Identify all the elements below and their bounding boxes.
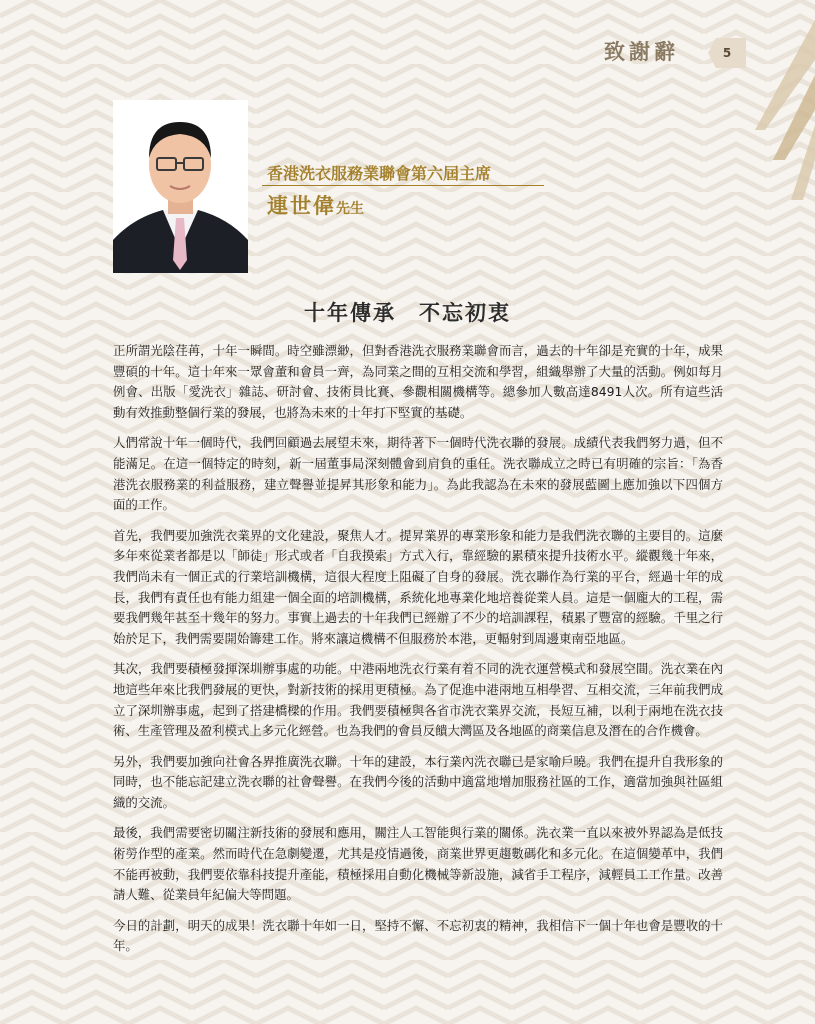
- paragraph-5: 另外，我們要加強向社會各界推廣洗衣聯。十年的建設，本行業內洗衣聯已是家喻戶曉。我們在提升自我形象的同時，也不能忘記建立洗衣聯的社會聲譽。在我們今後的活動中適當地增加服務社區的工作，適當加強與社區組織的交流。: [113, 753, 723, 810]
- article-body: [113, 341, 723, 967]
- name-honorific: 先生: [336, 201, 364, 217]
- paragraph-4: 其次，我們要積極發揮深圳辦事處的功能。中港兩地洗衣行業有着不同的洗衣運營模式和發展空間。洗衣業在內地這些年來比我們發展的更快，對新技術的採用更積極。為了促進中港兩地互相學習、互相交流，三年前我們成立了深圳辦事處，起到了搭建橋樑的作用。我們要積極與各省市洗衣業界交流，長短互補，以利于兩地在洗衣技術、生產管理及盈利模式上多元化經營。也為我們的會員反饋大灣區及各地區的商業信息及潛在的合作機會。: [113, 661, 723, 739]
- paragraph-7: 今日的計劃，明天的成果！洗衣聯十年如一日，堅持不懈、不忘初衷的精神，我相信下一個十年也會是豐收的十年。: [113, 917, 723, 954]
- section-title: 致謝辭: [604, 39, 679, 64]
- page-number: 5: [722, 46, 732, 60]
- paragraph-1: 正所謂光陰荏苒，十年一瞬間。時空雖漂緲，但對香港洗衣服務業聯會而言，過去的十年卻是充實的十年，成果豐碩的十年。這十年來一眾會董和會員一齊，為同業之間的互相交流和學習，組織舉辦了大量的活動。例如每月例會、出版「愛洗衣」雜誌、研討會、技術員比賽、參觀相關機構等。總參加人數高達8491人次。所有這些活動有效推動整個行業的發展，也將為未來的十年打下堅實的基礎。: [113, 343, 723, 420]
- title-divider: [262, 185, 544, 186]
- paragraph-3: 首先，我們要加強洗衣業界的文化建設，聚焦人才。提昇業界的專業形象和能力是我們洗衣聯的主要目的。這麼多年來從業者都是以「師徒」形式或者「自我摸索」方式入行，靠經驗的累積來提升技術水平。縱觀幾十年來，我們尚未有一個正式的行業培訓機構，這很大程度上阻礙了自身的發展。洗衣聯作為行業的平台，經過十年的成長，我們有責任也有能力組建一個全面的培訓機構，系統化地專業化地培養從業人員。這是一個龐大的工程，需要我們幾年甚至十幾年的努力。事實上過去的十年我們已經辦了不少的培訓課程，積累了豐富的經驗。千里之行始於足下，我們需要開始籌建工作。將來讓這機構不但服務於本港，更輻射到周邊東南亞地區。: [113, 527, 723, 646]
- chairman-name: [267, 190, 364, 220]
- paragraph-2: 人們常說十年一個時代，我們回顧過去展望未來，期待著下一個時代洗衣聯的發展。成績代表我們努力過，但不能滿足。在這一個特定的時刻，新一屆董事局深刻體會到肩負的重任。洗衣聯成立之時已有明確的宗旨：「為香港洗衣服務業的利益服務，建立聲譽並提昇其形象和能力」。為此我認為在未來的發展藍圖上應加強以下四個方面的工作。: [113, 435, 723, 513]
- chairman-role-title: 香港洗衣服務業聯會第六屆主席: [267, 164, 492, 183]
- paragraph-6: 最後，我們需要密切關注新技術的發展和應用，關注人工智能與行業的關係。洗衣業一直以來被外界認為是低技術勞作型的產業。然而時代在急劇變遷，尤其是疫情過後，商業世界更趨數碼化和多元化。在這個變革中，我們不能再被動，我們要依靠科技提升產能，積極採用自動化機械等新設施，減省手工程序，減輕員工工作量。改善請人難、從業員年紀偏大等問題。: [113, 825, 723, 903]
- portrait-photo: [113, 100, 248, 273]
- decorative-stripes: [755, 20, 815, 200]
- chairman-name-text: 連世偉: [267, 193, 336, 218]
- article-heading: 十年傳承 不忘初衷: [304, 300, 511, 325]
